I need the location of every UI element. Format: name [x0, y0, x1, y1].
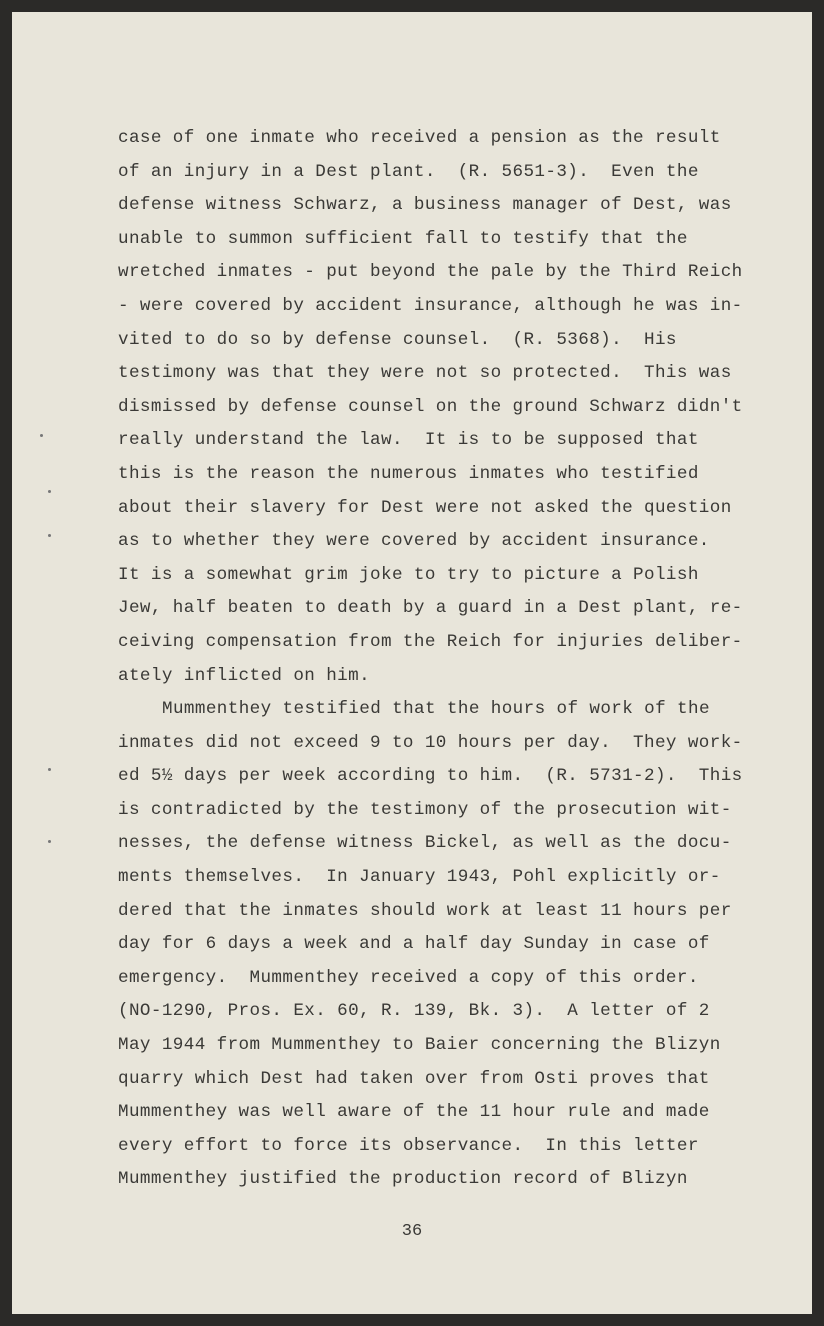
text-line: ments themselves. In January 1943, Pohl explicitly or-	[118, 867, 721, 888]
margin-mark	[40, 434, 43, 437]
text-line: this is the reason the numerous inmates who testified	[118, 463, 699, 484]
text-line: ceiving compensation from the Reich for injuries deliber-	[118, 631, 743, 652]
text-line: May 1944 from Mummenthey to Baier concerning the Blizyn	[118, 1035, 721, 1056]
text-line: really understand the law. It is to be supposed that	[118, 430, 699, 451]
text-line: case of one inmate who received a pension as the result	[118, 128, 721, 148]
text-line: dismissed by defense counsel on the ground Schwarz didn't	[118, 396, 743, 417]
text-line: is contradicted by the testimony of the prosecution wit-	[118, 799, 732, 820]
text-line: Jew, half beaten to death by a guard in a Dest plant, re-	[118, 598, 743, 619]
text-line: inmates did not exceed 9 to 10 hours per day. They work-	[118, 732, 743, 753]
body-text	[118, 122, 743, 1197]
text-line: Mummenthey testified that the hours of work of the	[162, 699, 710, 720]
margin-mark	[48, 840, 51, 843]
text-line: day for 6 days a week and a half day Sunday in case of	[118, 934, 710, 955]
page-number: 36	[401, 1222, 423, 1241]
text-line: (NO-1290, Pros. Ex. 60, R. 139, Bk. 3). A letter of 2	[118, 1001, 710, 1022]
text-line: defense witness Schwarz, a business manager of Dest, was	[118, 195, 732, 216]
text-line: emergency. Mummenthey received a copy of this order.	[118, 967, 699, 988]
text-line: of an injury in a Dest plant. (R. 5651-3). Even the	[118, 161, 699, 182]
text-line: It is a somewhat grim joke to try to picture a Polish	[118, 564, 699, 585]
text-line: unable to summon sufficient fall to testify that the	[118, 228, 688, 249]
text-line: vited to do so by defense counsel. (R. 5368). His	[118, 329, 677, 350]
text-line: wretched inmates - put beyond the pale by the Third Reich	[118, 262, 743, 283]
text-line: as to whether they were covered by accident insurance.	[118, 531, 710, 552]
text-line: quarry which Dest had taken over from Osti proves that	[118, 1068, 710, 1089]
document-page	[12, 12, 812, 1314]
text-line: Mummenthey was well aware of the 11 hour rule and made	[118, 1102, 710, 1123]
text-line: dered that the inmates should work at least 11 hours per	[118, 900, 732, 921]
text-line: nesses, the defense witness Bickel, as well as the docu-	[118, 833, 732, 854]
margin-mark	[48, 768, 51, 771]
margin-mark	[48, 534, 51, 537]
text-line: every effort to force its observance. In this letter	[118, 1135, 699, 1156]
text-line: Mummenthey justified the production record of Blizyn	[118, 1169, 688, 1190]
text-line: ed 5½ days per week according to him. (R. 5731-2). This	[118, 766, 743, 787]
text-line: about their slavery for Dest were not asked the question	[118, 497, 732, 518]
text-line: testimony was that they were not so protected. This was	[118, 363, 732, 384]
text-line: ately inflicted on him.	[118, 665, 371, 686]
margin-mark	[48, 490, 51, 493]
text-line: - were covered by accident insurance, although he was in-	[118, 295, 743, 316]
